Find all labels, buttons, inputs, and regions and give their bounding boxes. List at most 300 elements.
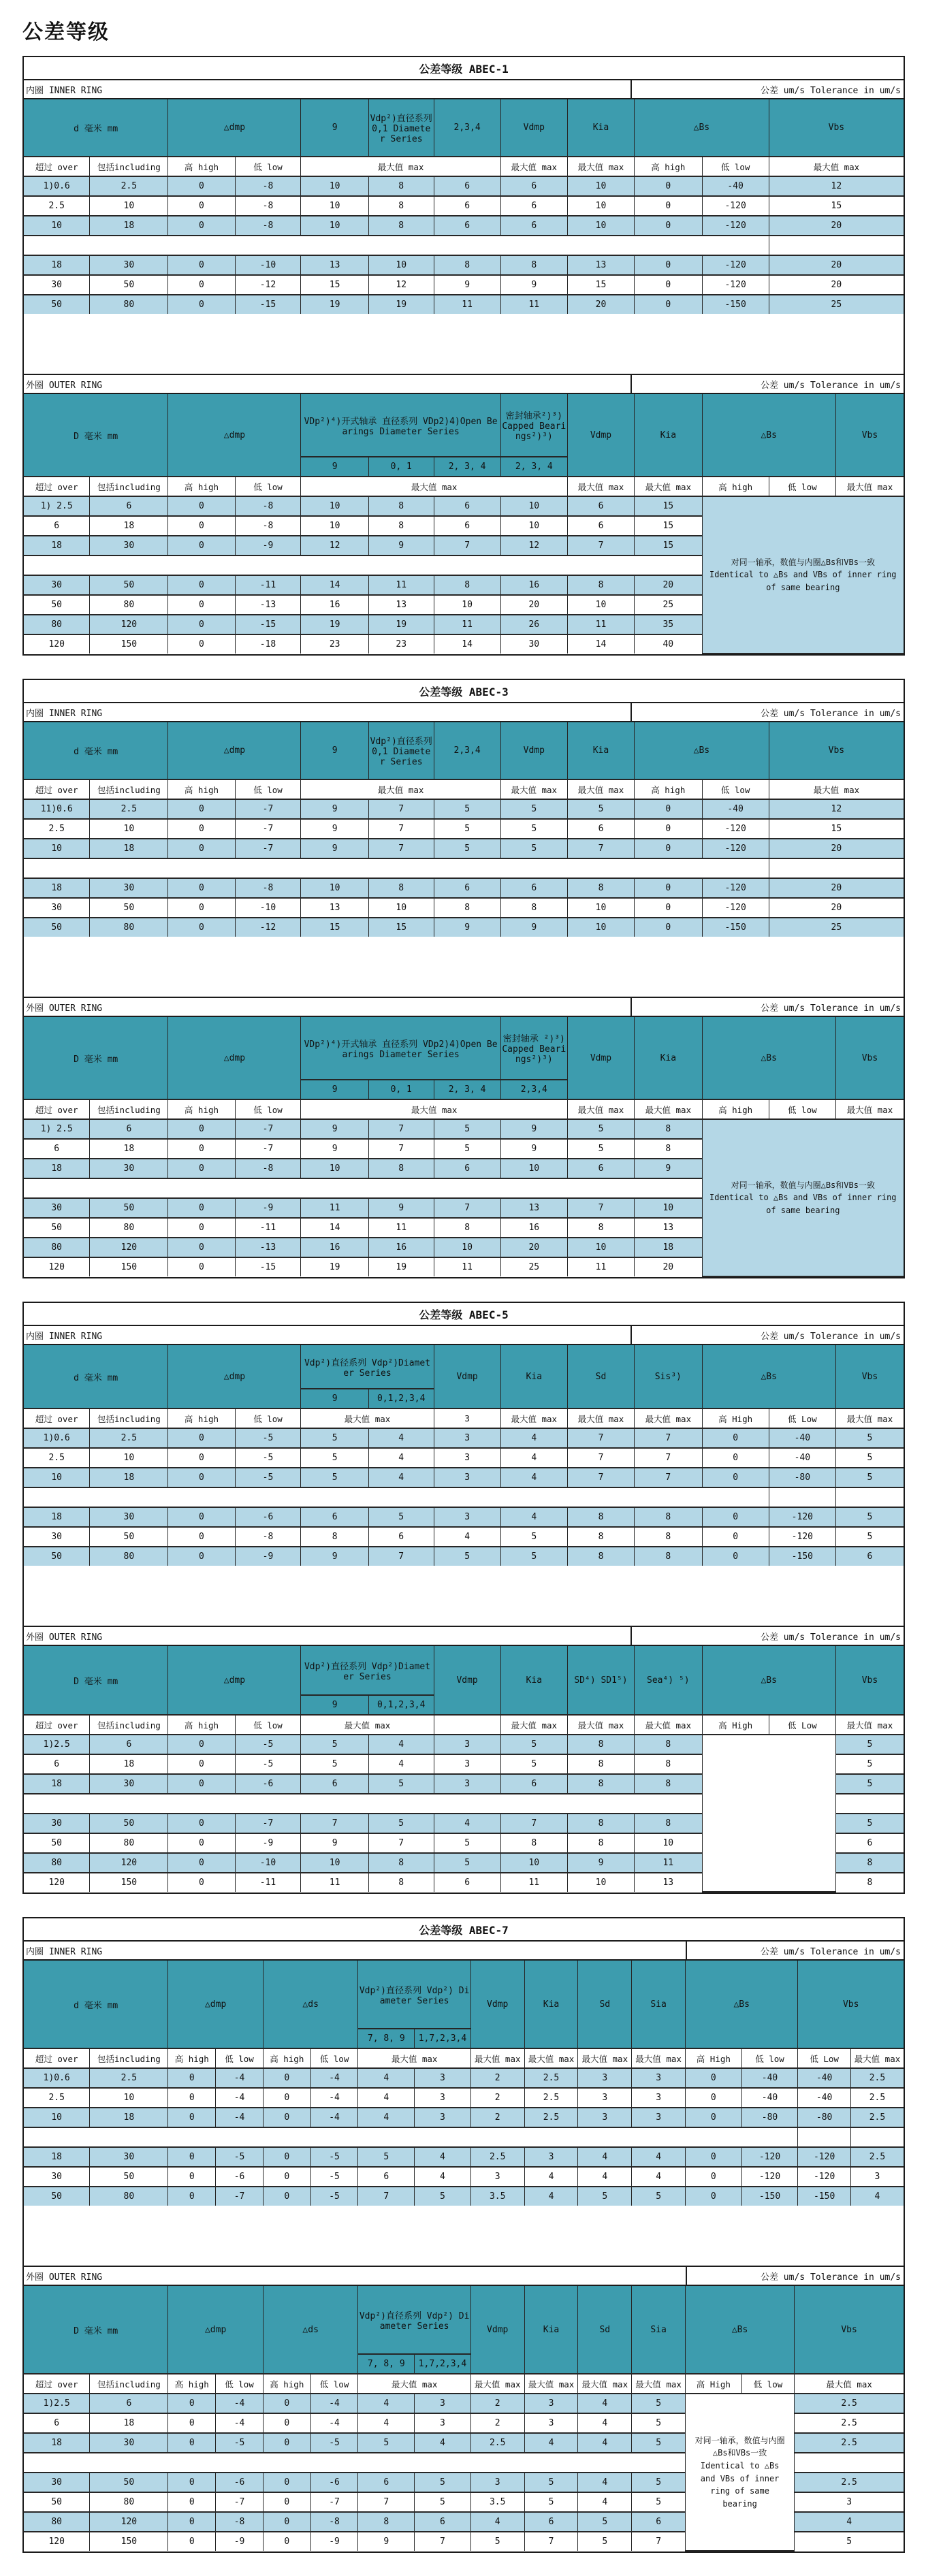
data-cell: 30 (90, 2147, 168, 2167)
data-cell: 7 (500, 1814, 567, 1833)
header-cell: 低 low (769, 477, 835, 496)
data-cell: 2.5 (524, 2088, 578, 2108)
spacer-cell (24, 2127, 798, 2147)
header-cell: △dmp (168, 1961, 264, 2048)
data-cell: -5 (216, 2147, 264, 2167)
data-cell: 6 (500, 176, 567, 196)
data-cell: 80 (90, 295, 168, 314)
data-cell: -5 (310, 2187, 358, 2206)
data-cell: -12 (235, 275, 301, 295)
header-cell: 9 (301, 1389, 368, 1408)
data-cell: 13 (635, 1873, 702, 1892)
data-cell: 8 (635, 1735, 702, 1754)
data-cell: 0 (635, 799, 702, 819)
data-cell: 0 (686, 2187, 742, 2206)
data-cell: 0 (168, 1139, 235, 1159)
data-cell: -15 (235, 1257, 301, 1276)
spacer-row (24, 236, 904, 255)
data-cell: 5 (434, 1833, 500, 1853)
data-cell: -6 (216, 2473, 264, 2492)
header-cell: 0, 1 (368, 1080, 434, 1099)
data-cell: 9 (301, 839, 368, 858)
data-cell: 7 (567, 839, 634, 858)
spacer-cell (24, 1178, 702, 1198)
data-cell: 0 (168, 634, 235, 654)
data-cell: -5 (310, 2433, 358, 2453)
header-cell: Vbs (798, 1961, 904, 2048)
data-cell: -6 (310, 2473, 358, 2492)
data-cell: -5 (235, 1754, 301, 1774)
data-cell: 11 (368, 1218, 434, 1238)
data-cell: 7 (635, 1428, 702, 1448)
data-cell: 10 (500, 496, 567, 516)
section-abec-5 (22, 1302, 905, 1894)
data-cell: 0 (168, 1833, 235, 1853)
data-cell: -40 (702, 176, 769, 196)
data-cell: -8 (235, 1527, 301, 1547)
page (22, 0, 905, 2553)
data-cell: 80 (24, 615, 90, 634)
header-cell: 超过 over (24, 2374, 90, 2394)
data-cell: -40 (741, 2088, 798, 2108)
tolerance-table (24, 99, 904, 314)
table-row (24, 295, 904, 314)
data-cell: 30 (90, 536, 168, 556)
data-cell: 5 (301, 1448, 368, 1468)
data-cell: 13 (301, 898, 368, 918)
data-cell: 10 (301, 516, 368, 536)
data-cell: -5 (235, 1428, 301, 1448)
data-cell: 8 (368, 1159, 434, 1178)
data-cell: 0 (263, 2167, 310, 2187)
data-cell: 4 (524, 2187, 578, 2206)
data-cell: 2.5 (524, 2108, 578, 2127)
data-cell: 2 (470, 2068, 524, 2088)
header-cell: 低 low (741, 2048, 798, 2068)
header-row (24, 2374, 904, 2394)
table-gap (24, 2206, 904, 2267)
data-cell: 16 (368, 1238, 434, 1257)
data-cell: 4 (434, 1814, 500, 1833)
data-cell: 0 (635, 878, 702, 898)
data-cell: 8 (567, 1218, 634, 1238)
data-cell: 2.5 (90, 2068, 168, 2088)
data-cell: 80 (90, 1833, 168, 1853)
data-cell: 11 (434, 615, 500, 634)
data-cell: 5 (835, 1507, 904, 1527)
data-cell: 4 (578, 2433, 632, 2453)
data-cell: -7 (235, 819, 301, 839)
data-cell: -11 (235, 575, 301, 595)
data-cell: 8 (368, 496, 434, 516)
data-cell: 5 (434, 839, 500, 858)
data-cell: 0 (686, 2167, 742, 2187)
data-cell: 15 (635, 516, 702, 536)
header-cell: 1,7,2,3,4 (415, 2029, 471, 2048)
data-cell: 8 (567, 1507, 634, 1527)
header-cell: 最大值 max (524, 2048, 578, 2068)
header-cell: 高 High (702, 1408, 769, 1428)
data-cell: 8 (500, 898, 567, 918)
data-cell: 9 (500, 1119, 567, 1139)
table-row (24, 2088, 904, 2108)
data-cell: 3 (470, 2473, 524, 2492)
data-cell: 13 (567, 255, 634, 275)
header-cell: Vdmp (470, 2286, 524, 2374)
outer-ring-table (24, 1017, 904, 1277)
data-cell: 5 (632, 2433, 686, 2453)
inner-ring-band (24, 1326, 904, 1345)
data-cell: -4 (216, 2068, 264, 2088)
data-cell: 6 (434, 196, 500, 216)
data-cell: 5 (415, 2187, 471, 2206)
data-cell: 3 (434, 1468, 500, 1487)
header-cell: 高 High (686, 2048, 742, 2068)
tolerance-table (24, 2286, 904, 2551)
data-cell: 11 (301, 1198, 368, 1218)
header-cell (434, 1715, 500, 1735)
data-cell: 10 (301, 878, 368, 898)
data-cell: 11 (434, 295, 500, 314)
data-cell: -8 (235, 516, 301, 536)
data-cell: 3 (632, 2088, 686, 2108)
data-cell: 5 (358, 2147, 415, 2167)
data-cell: 0 (168, 918, 235, 937)
data-cell: 50 (24, 2492, 90, 2512)
header-cell: Vdp²)直径系列 Vdp²)Diameter Series (301, 1345, 434, 1389)
data-cell: 80 (90, 595, 168, 615)
data-cell: -4 (310, 2068, 358, 2088)
header-cell: 高 high (263, 2048, 310, 2068)
data-cell: 18 (635, 1238, 702, 1257)
header-cell: 最大值 max (835, 477, 904, 496)
header-cell: △Bs (635, 722, 769, 779)
spacer-row (24, 858, 904, 878)
data-cell: 10 (24, 2108, 90, 2127)
data-cell: -4 (216, 2394, 264, 2413)
data-cell: 7 (368, 1139, 434, 1159)
header-cell: d 毫米 mm (24, 1345, 168, 1408)
data-cell: 30 (90, 1507, 168, 1527)
data-cell: -15 (235, 615, 301, 634)
data-cell: 4 (524, 2167, 578, 2187)
outer-ring-table (24, 394, 904, 654)
spacer-row (24, 2127, 904, 2147)
data-cell: 5 (835, 1428, 904, 1448)
data-cell: 0 (168, 2147, 216, 2167)
data-cell: 0 (168, 1238, 235, 1257)
data-cell: 80 (90, 1218, 168, 1238)
data-cell: 11 (500, 295, 567, 314)
header-cell: 最大值 max (301, 779, 500, 799)
header-cell: △ds (263, 2286, 358, 2374)
data-cell: 6 (434, 516, 500, 536)
header-cell: 超过 over (24, 779, 90, 799)
header-cell: 2, 3, 4 (500, 457, 567, 477)
header-cell: 超过 over (24, 2048, 90, 2068)
data-cell: 25 (769, 295, 904, 314)
data-cell: 2.5 (470, 2147, 524, 2167)
header-row (24, 99, 904, 157)
data-cell: -5 (235, 1735, 301, 1754)
data-cell: -11 (235, 1873, 301, 1892)
table-row (24, 216, 904, 236)
header-cell: Sia (632, 1961, 686, 2048)
header-cell: △ds (263, 1961, 358, 2048)
data-cell: 80 (24, 1853, 90, 1873)
data-cell: 5 (632, 2394, 686, 2413)
data-cell: 23 (368, 634, 434, 654)
data-cell: 0 (168, 1754, 235, 1774)
table-row (24, 255, 904, 275)
data-cell: 7 (632, 2532, 686, 2551)
outer-ring-label: 外圈 OUTER RING (26, 1632, 103, 1643)
data-cell: 3 (524, 2413, 578, 2433)
data-cell: 0 (168, 1468, 235, 1487)
spacer-cell (835, 1794, 904, 1814)
data-cell: 3.5 (470, 2492, 524, 2512)
data-cell: 50 (90, 275, 168, 295)
data-cell: 0 (686, 2147, 742, 2167)
data-cell: 5 (368, 1507, 434, 1527)
header-cell: Vbs (795, 2286, 904, 2374)
data-cell: 15 (769, 819, 904, 839)
data-cell: 0 (702, 1428, 769, 1448)
data-cell: -4 (216, 2088, 264, 2108)
data-cell: 14 (301, 1218, 368, 1238)
data-cell: 8 (434, 255, 500, 275)
data-cell: 13 (635, 1218, 702, 1238)
data-cell: 80 (90, 2492, 168, 2512)
data-cell: 120 (24, 634, 90, 654)
data-cell: 0 (168, 819, 235, 839)
data-cell: 0 (168, 176, 235, 196)
data-cell: 7 (524, 2532, 578, 2551)
data-cell: 1) 2.5 (24, 496, 90, 516)
data-cell: 10 (567, 918, 634, 937)
data-cell: 16 (301, 1238, 368, 1257)
data-cell: 6 (567, 819, 634, 839)
header-cell: 最大值 max (835, 1715, 904, 1735)
table-row (24, 918, 904, 937)
data-cell: 10 (24, 1468, 90, 1487)
data-cell: 5 (434, 1139, 500, 1159)
data-cell: 2 (470, 2394, 524, 2413)
header-cell: 高 high (702, 477, 769, 496)
header-cell: 低 low (235, 477, 301, 496)
data-cell: -8 (235, 176, 301, 196)
data-cell: 14 (567, 634, 634, 654)
data-cell: 30 (24, 275, 90, 295)
header-cell: 最大值 max (635, 1408, 702, 1428)
data-cell: -40 (798, 2088, 851, 2108)
data-cell: 10 (567, 1873, 634, 1892)
data-cell: 4 (500, 1507, 567, 1527)
header-cell: 7, 8, 9 (358, 2354, 415, 2374)
header-cell: 低 Low (798, 2048, 851, 2068)
data-cell: 6 (434, 1159, 500, 1178)
spacer-cell (835, 1487, 904, 1507)
data-cell: 18 (24, 1159, 90, 1178)
data-cell: -8 (310, 2512, 358, 2532)
header-row (24, 2286, 904, 2354)
data-cell: 25 (500, 1257, 567, 1276)
header-row (24, 394, 904, 457)
data-cell: 6 (90, 496, 168, 516)
data-cell: 5 (567, 799, 634, 819)
data-cell: 0 (168, 496, 235, 516)
data-cell: 0 (168, 1198, 235, 1218)
header-cell: 0,1,2,3,4 (368, 1389, 434, 1408)
outer-ring-label: 外圈 OUTER RING (26, 2272, 103, 2283)
tolerance-table (24, 1646, 904, 1893)
data-cell: -13 (235, 595, 301, 615)
outer-ring-band (24, 1627, 904, 1646)
header-cell: 最大值 max (358, 2374, 470, 2394)
data-cell: 5 (500, 1547, 567, 1566)
data-cell: 0 (635, 275, 702, 295)
data-cell: -120 (702, 878, 769, 898)
table-row (24, 496, 904, 516)
data-cell: 6 (500, 878, 567, 898)
header-row (24, 1408, 904, 1428)
data-cell: 80 (24, 1238, 90, 1257)
data-cell: 4 (358, 2088, 415, 2108)
data-cell: 7 (567, 536, 634, 556)
header-cell: 低 Low (769, 1715, 835, 1735)
data-cell: 4 (850, 2187, 904, 2206)
data-cell: 2.5 (795, 2433, 904, 2453)
data-cell: 4 (358, 2413, 415, 2433)
inner-ring-band (24, 703, 904, 722)
data-cell: 3 (415, 2068, 471, 2088)
data-cell: 10 (90, 196, 168, 216)
header-cell: 最大值 max (567, 1715, 634, 1735)
header-cell: d 毫米 mm (24, 722, 168, 779)
header-cell: 高 high (168, 1099, 235, 1119)
header-cell: 2, 3, 4 (434, 1080, 500, 1099)
header-cell: △Bs (702, 1646, 835, 1715)
spacer-cell (769, 236, 904, 255)
data-cell: 0 (263, 2473, 310, 2492)
data-cell: 10 (567, 1238, 634, 1257)
data-cell: -5 (235, 1468, 301, 1487)
header-cell: 高 High (686, 2374, 742, 2394)
header-cell: △Bs (702, 394, 835, 477)
header-cell: 包括including (90, 2048, 168, 2068)
header-cell: Vdp²)直径系列 0,1 Diameter Series (368, 99, 434, 157)
data-cell: 20 (567, 295, 634, 314)
data-cell: 2.5 (90, 799, 168, 819)
tolerance-unit-label: 公差 um/s Tolerance in um/s (630, 1326, 904, 1344)
data-cell: 0 (168, 2167, 216, 2187)
data-cell: 10 (301, 176, 368, 196)
header-cell: 包括including (90, 1715, 168, 1735)
data-cell: 15 (635, 496, 702, 516)
inner-ring-label: 内圈 INNER RING (26, 1947, 103, 1957)
data-cell: 5 (835, 1735, 904, 1754)
data-cell: 5 (835, 1468, 904, 1487)
data-cell: 8 (835, 1873, 904, 1892)
header-cell: Vdmp (434, 1646, 500, 1715)
data-cell: 18 (24, 255, 90, 275)
data-cell: 2.5 (24, 819, 90, 839)
data-cell: 0 (168, 255, 235, 275)
header-cell: 包括including (90, 477, 168, 496)
data-cell: 2.5 (24, 2088, 90, 2108)
data-cell: -150 (769, 1547, 835, 1566)
header-cell: 最大值 max (578, 2048, 632, 2068)
data-cell: 10 (24, 839, 90, 858)
data-cell: 0 (168, 2394, 216, 2413)
data-cell: 18 (24, 536, 90, 556)
data-cell: 150 (90, 2532, 168, 2551)
data-cell: 80 (90, 1547, 168, 1566)
data-cell: 0 (263, 2147, 310, 2167)
header-cell: 9 (301, 1695, 368, 1715)
data-cell: -120 (702, 196, 769, 216)
data-cell: 20 (500, 595, 567, 615)
data-cell: 6 (368, 1527, 434, 1547)
header-cell: 最大值 max (635, 477, 702, 496)
header-cell: Kia (524, 1961, 578, 2048)
header-cell: 最大值 max (769, 779, 904, 799)
data-cell: 0 (168, 295, 235, 314)
data-cell: 4 (368, 1448, 434, 1468)
tolerance-unit-label: 公差 um/s Tolerance in um/s (630, 375, 904, 393)
data-cell: 6 (835, 1833, 904, 1853)
table-row (24, 1468, 904, 1487)
data-cell: -150 (741, 2187, 798, 2206)
header-cell: 高 high (168, 477, 235, 496)
data-cell: 9 (301, 1139, 368, 1159)
tolerance-unit-label: 公差 um/s Tolerance in um/s (630, 80, 904, 98)
data-cell: 4 (795, 2512, 904, 2532)
data-cell: 5 (578, 2512, 632, 2532)
header-cell: 最大值 max (635, 1099, 702, 1119)
data-cell: 3 (578, 2088, 632, 2108)
data-cell: 8 (567, 1527, 634, 1547)
data-cell: 7 (567, 1428, 634, 1448)
data-cell: 9 (301, 799, 368, 819)
data-cell: 0 (168, 1814, 235, 1833)
data-cell: 20 (769, 216, 904, 236)
header-cell: 最大值 max (301, 1715, 434, 1735)
data-cell: 10 (368, 898, 434, 918)
data-cell: 10 (24, 216, 90, 236)
header-cell: 2, 3, 4 (434, 457, 500, 477)
data-cell: 0 (168, 2512, 216, 2532)
section-title: 公差等级 ABEC-5 (24, 1303, 904, 1326)
data-cell: 5 (795, 2532, 904, 2551)
header-cell: 超过 over (24, 477, 90, 496)
header-cell: 9 (301, 722, 368, 779)
data-cell: 4 (500, 1468, 567, 1487)
header-cell: 低 low (216, 2048, 264, 2068)
header-cell: 最大值 max (567, 157, 634, 176)
data-cell: 0 (168, 2433, 216, 2453)
data-cell: 5 (567, 1139, 634, 1159)
data-cell: 5 (524, 2473, 578, 2492)
data-cell: 15 (567, 275, 634, 295)
tolerance-table (24, 722, 904, 937)
header-cell: 0,1,2,3,4 (368, 1695, 434, 1715)
data-cell: -120 (702, 255, 769, 275)
table-row (24, 898, 904, 918)
header-cell: 最大值 max (301, 157, 500, 176)
table-gap (24, 314, 904, 375)
section-title: 公差等级 ABEC-1 (24, 57, 904, 80)
